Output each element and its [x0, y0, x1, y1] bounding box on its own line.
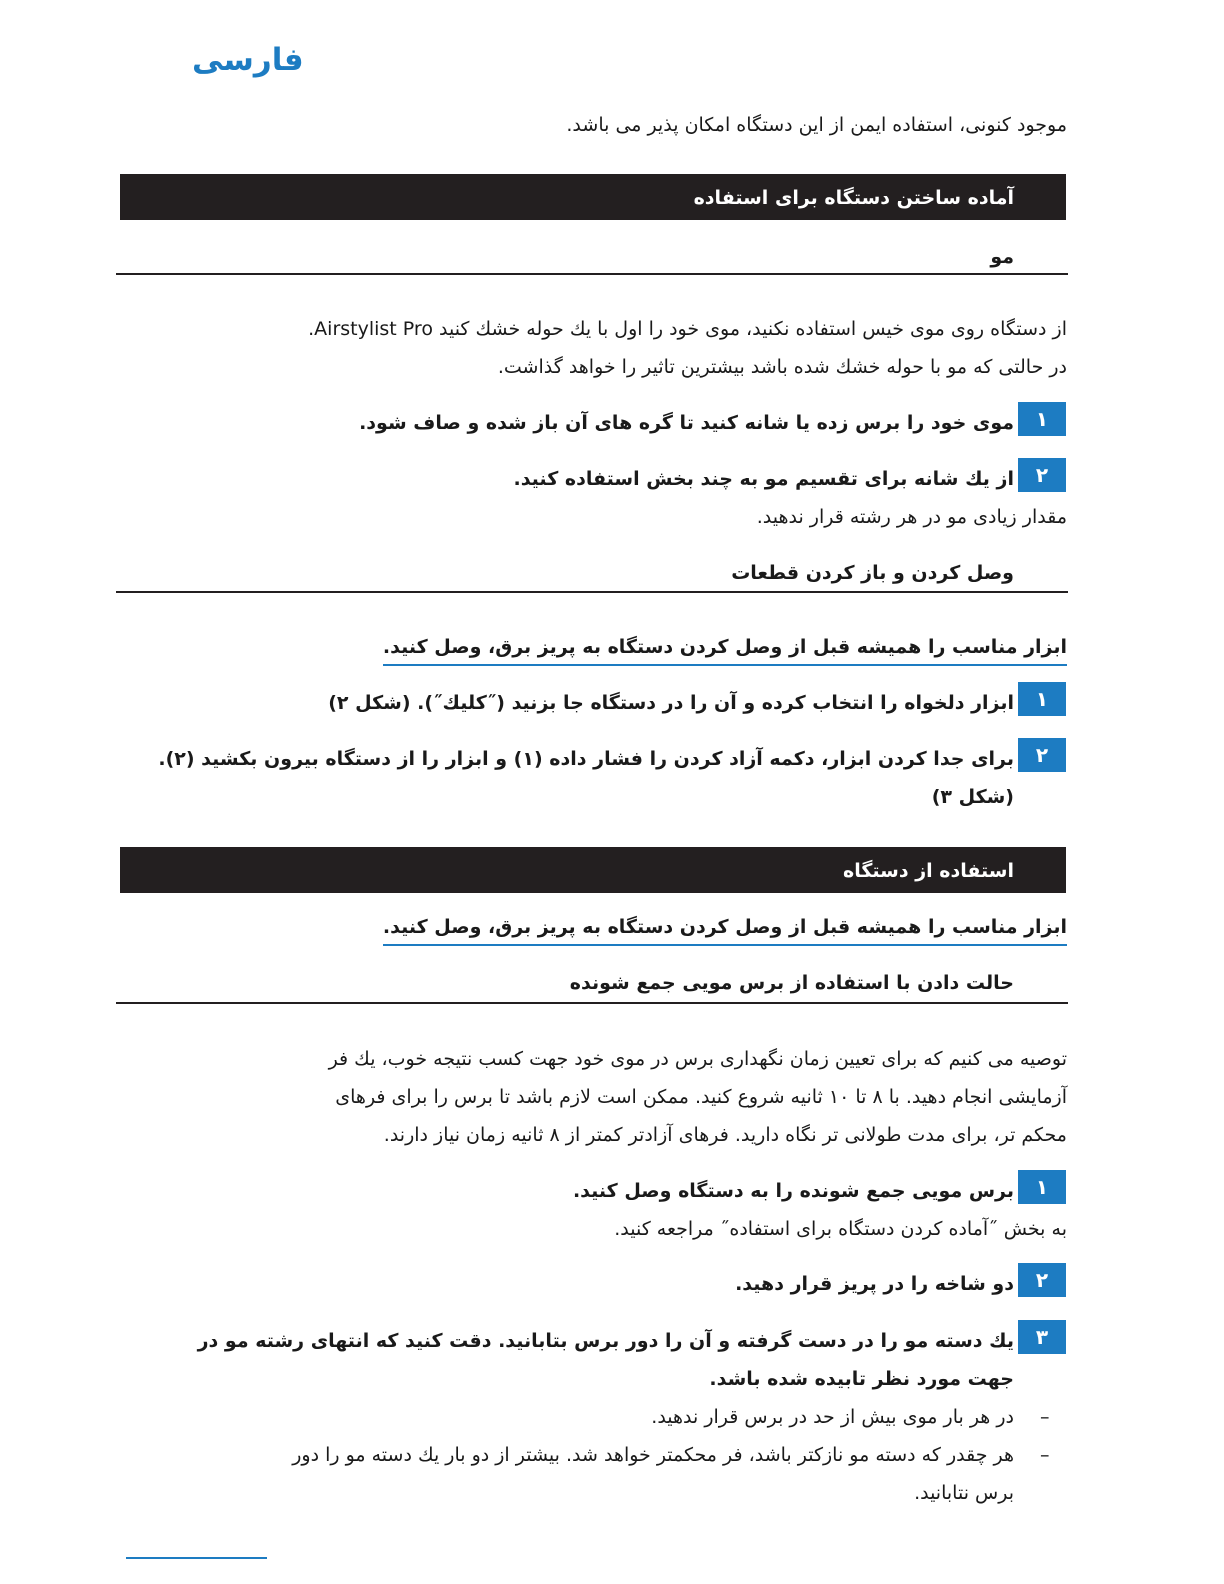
- subsection-title: وصل کردن و باز کردن قطعات: [731, 562, 1014, 584]
- footer-accent-line: [126, 1557, 267, 1559]
- step-number-badge: ۱: [1018, 682, 1066, 716]
- subsection-divider: [116, 273, 1068, 275]
- step-text: دو شاخه را در پریز قرار دهید.: [735, 1273, 1014, 1295]
- paragraph: از دستگاه روی موی خیس استفاده نکنید، موی خود را اول با یك حوله خشك كنید Airstylist Pro.: [308, 318, 1067, 340]
- step-text: برای جدا كردن ابزار، دكمه آزاد كردن را فشار داده (۱) و ابزار را از دستگاه بیرون بكشید (۲).: [158, 748, 1014, 770]
- section-header-bar: [120, 847, 1066, 893]
- subsection-divider: [116, 591, 1068, 593]
- section-title: آماده ساختن دستگاه برای استفاده: [693, 187, 1014, 209]
- bullet-text-continued: برس نتابانید.: [914, 1482, 1014, 1504]
- bullet-dash: –: [1040, 1444, 1050, 1466]
- section-header-bar: [120, 174, 1066, 220]
- language-title: فارسی: [192, 42, 304, 78]
- paragraph: در حالتی که مو با حوله خشك شده باشد بیشترین تاثیر را خواهد گذاشت.: [497, 356, 1067, 378]
- warning-note: ابزار مناسب را همیشه قبل از وصل كردن دستگاه به پریز برق، وصل كنید.: [383, 912, 1067, 946]
- step-text: برس مویی جمع شونده را به دستگاه وصل كنید.: [572, 1180, 1014, 1202]
- step-text: ابزار دلخواه را انتخاب كرده و آن را در دستگاه جا بزنید (˝كلیك˝). (شكل ۲): [328, 692, 1014, 714]
- step-note: مقدار زیادی مو در هر رشته قرار ندهید.: [756, 506, 1067, 528]
- bullet-text: هر چقدر که دسته مو نازکتر باشد، فر محکمتر خواهد شد. بیشتر از دو بار یك دسته مو را دور: [292, 1444, 1014, 1466]
- step-number-badge: ۲: [1018, 458, 1066, 492]
- step-number-badge: ۱: [1018, 1170, 1066, 1204]
- step-text-continued: جهت مورد نظر تابیده شده باشد.: [709, 1368, 1014, 1390]
- step-note: به بخش ˝آماده کردن دستگاه برای استفاده˝ مراجعه کنید.: [614, 1218, 1067, 1240]
- bullet-text: در هر بار موی بیش از حد در برس قرار ندهید.: [651, 1406, 1014, 1428]
- paragraph-line: آزمایشی انجام دهید. با ۸ تا ۱۰ ثانیه شروع کنید. ممکن است لازم باشد تا برس را برای فرهای: [335, 1086, 1067, 1108]
- step-number-badge: ۲: [1018, 1263, 1066, 1297]
- intro-paragraph: موجود کنونی، استفاده ایمن از این دستگاه امکان پذیر می باشد.: [566, 114, 1067, 136]
- step-text-continued: (شكل ۳): [931, 786, 1014, 808]
- step-text: یك دسته مو را در دست گرفته و آن را دور برس بتابانید. دقت كنید كه انتهای رشته مو در: [197, 1330, 1014, 1352]
- subsection-title: حالت دادن با استفاده از برس مویی جمع شونده: [569, 972, 1014, 994]
- step-number-badge: ۲: [1018, 738, 1066, 772]
- bullet-dash: –: [1040, 1406, 1050, 1428]
- step-number-badge: ۳: [1018, 1320, 1066, 1354]
- subsection-title: مو: [990, 246, 1014, 268]
- subsection-divider: [116, 1002, 1068, 1004]
- paragraph-line: توصیه می کنیم که برای تعیین زمان نگهداری برس در موی خود جهت کسب نتیجه خوب، یك فر: [328, 1048, 1067, 1070]
- paragraph-line: محکم تر، برای مدت طولانی تر نگاه دارید. فرهای آزادتر کمتر از ۸ ثانیه زمان نیاز دارند.: [383, 1124, 1067, 1146]
- step-text: از یك شانه برای تقسیم مو به چند بخش استفاده كنید.: [513, 468, 1014, 490]
- step-number-badge: ۱: [1018, 402, 1066, 436]
- warning-note: ابزار مناسب را همیشه قبل از وصل كردن دستگاه به پریز برق، وصل كنید.: [383, 632, 1067, 666]
- section-title: استفاده از دستگاه: [843, 860, 1014, 882]
- step-text: موی خود را برس زده یا شانه كنید تا گره های آن باز شده و صاف شود.: [359, 412, 1014, 434]
